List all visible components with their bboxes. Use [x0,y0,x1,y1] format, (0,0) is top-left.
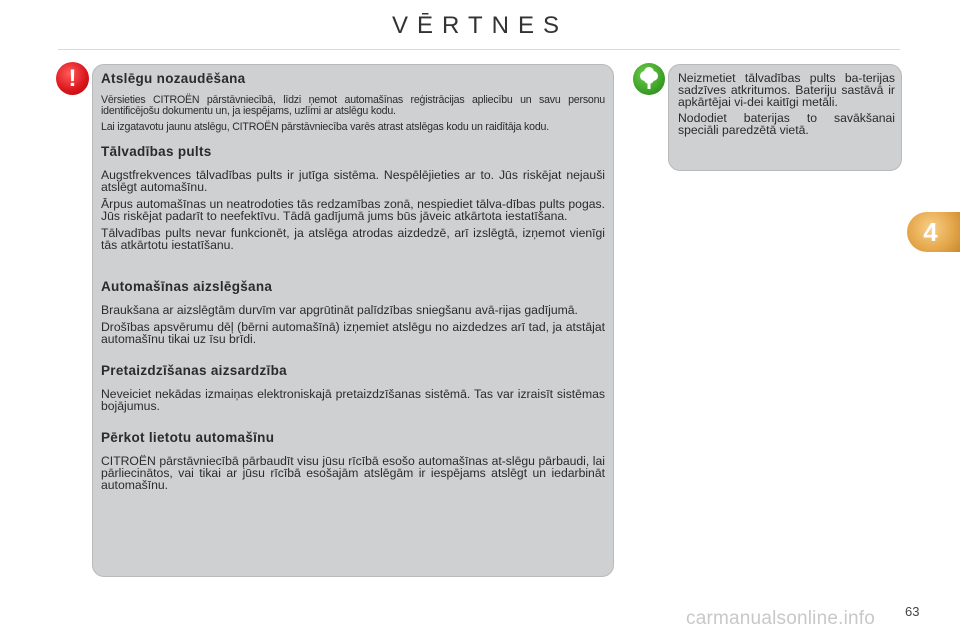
section-heading-vehicle-locking: Automašīnas aizslēgšana [101,279,273,295]
section-heading-used-vehicle: Pērkot lietotu automašīnu [101,430,275,446]
paragraph: CITROËN pārstāvniecībā pārbaudīt visu jūsu rīcībā esošo automašīnas at-slēgu pārbaudi, lai pārliecinātos, vai tikai ar jūsu rīcībā esošajām atslēgām ir iespējams atslēgt un iedarbināt automašīnu. [101,454,605,493]
page-title: VĒRTNES [392,12,568,39]
exclamation-icon: ! [56,62,89,95]
chapter-tab: 4 [907,212,960,252]
paragraph: Augstfrekvences tālvadības pults ir jutīga sistēma. Nespēlējieties ar to. Jūs riskējat nejauši atslēgt automašīnu. [101,168,605,195]
watermark: carmanualsonline.info [686,608,876,629]
paragraph: Tālvadības pults nevar funkcionēt, ja atslēga atrodas aizdedzē, arī izslēgtā, izņemot vienīgi tās atkārtotu iestatīšanu. [101,226,605,253]
tree-icon [633,63,665,95]
paragraph: Drošības apsvērumu dēļ (bērni automašīnā) izņemiet atslēgu no aizdedzes arī tad, ja atstājat automašīnu tikai uz īsu brīdi. [101,320,605,347]
warning-panel [92,64,614,577]
page-number: 63 [905,604,920,619]
section-heading-anti-theft: Pretaizdzīšanas aizsardzība [101,363,287,379]
section-heading-remote-control: Tālvadības pults [101,144,212,160]
title-divider [58,49,900,50]
paragraph: Vērsieties CITROËN pārstāvniecībā, līdzi ņemot automašīnas reģistrācijas apliecību un savu personu identificējošu dokumentu un, ja iespējams, uzlīmi ar atslēgu kodu. [101,94,605,118]
paragraph: Neizmetiet tālvadības pults ba-terijas sadzīves atkritumos. Bateriju sastāvā ir apkārtējai vi-dei kaitīgi metāli. [678,71,895,109]
paragraph: Ārpus automašīnas un neatrodoties tās redzamības zonā, nespiediet tālva-dības pults pogas. Jūs riskējat padarīt to neefektīvu. Tādā gadījumā jums būs jāveic atkārtota iestatīšana. [101,197,605,224]
section-heading-lost-keys: Atslēgu nozaudēšana [101,71,246,86]
paragraph: Nododiet baterijas to savākšanai speciāli paredzētā vietā. [678,111,895,138]
eco-panel [668,64,902,171]
paragraph: Neveiciet nekādas izmaiņas elektroniskajā pretaizdzīšanas sistēmā. Tas var izraisīt sistēmas bojājumus. [101,387,605,414]
paragraph: Lai izgatavotu jaunu atslēgu, CITROËN pārstāvniecība varēs atrast atslēgas kodu un raidītāja kodu. [101,120,549,133]
paragraph: Braukšana ar aizslēgtām durvīm var apgrūtināt palīdzības sniegšanu avā-rijas gadījumā. [101,303,578,318]
